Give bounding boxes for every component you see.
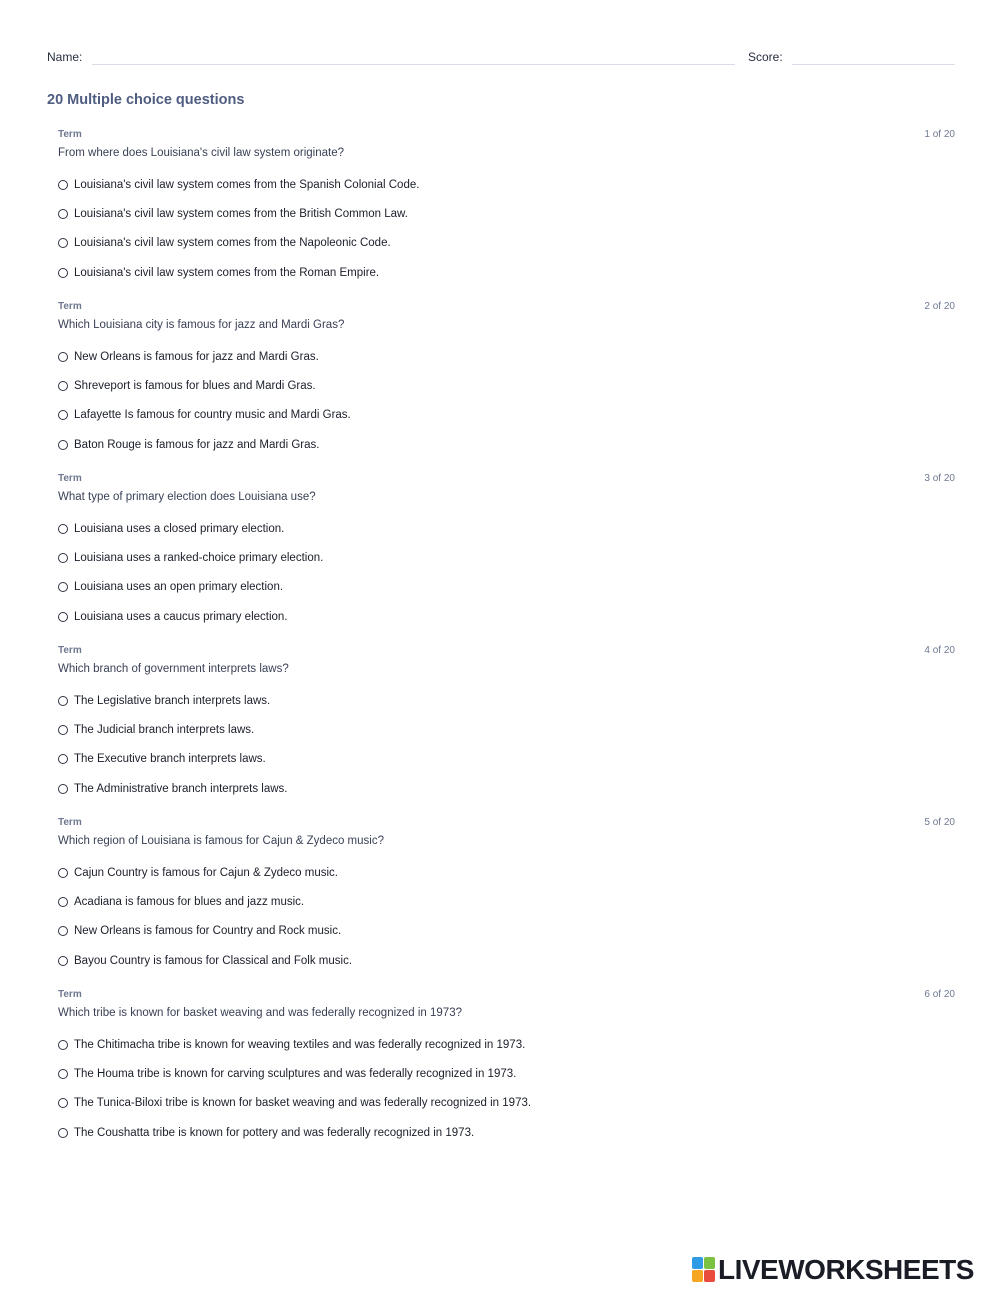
- answer-option-text: Cajun Country is famous for Cajun & Zydeco music.: [74, 867, 338, 879]
- radio-button[interactable]: [58, 784, 68, 794]
- radio-button[interactable]: [58, 1040, 68, 1050]
- answer-option[interactable]: [58, 894, 304, 910]
- radio-button[interactable]: [58, 238, 68, 248]
- radio-button[interactable]: [58, 696, 68, 706]
- radio-button[interactable]: [58, 381, 68, 391]
- answer-option[interactable]: [58, 1125, 474, 1141]
- question-counter: 4 of 20: [924, 645, 955, 656]
- answer-option[interactable]: [58, 781, 287, 797]
- liveworksheets-logo-icon: [692, 1257, 716, 1283]
- answer-option[interactable]: [58, 550, 323, 566]
- question-card: [58, 129, 955, 289]
- radio-button[interactable]: [58, 440, 68, 450]
- question-card: [58, 989, 955, 1149]
- liveworksheets-logo[interactable]: [692, 1254, 974, 1286]
- answer-option-text: Louisiana uses a ranked-choice primary election.: [74, 552, 324, 564]
- student-info-row: [47, 48, 955, 66]
- answer-option-text: Louisiana's civil law system comes from the Napoleonic Code.: [74, 237, 391, 249]
- answer-option-text: Baton Rouge is famous for jazz and Mardi Gras.: [74, 439, 320, 451]
- question-counter: 5 of 20: [924, 817, 955, 828]
- answer-option-text: Louisiana uses a caucus primary election.: [74, 611, 288, 623]
- radio-button[interactable]: [58, 352, 68, 362]
- question-prompt: Which region of Louisiana is famous for Cajun & Zydeco music?: [58, 835, 384, 847]
- question-counter: 2 of 20: [924, 301, 955, 312]
- radio-button[interactable]: [58, 612, 68, 622]
- radio-button[interactable]: [58, 926, 68, 936]
- question-counter: 3 of 20: [924, 473, 955, 484]
- radio-button[interactable]: [58, 1128, 68, 1138]
- question-card: [58, 817, 955, 977]
- answer-option[interactable]: [58, 609, 288, 625]
- answer-option[interactable]: [58, 378, 316, 394]
- answer-option[interactable]: [58, 177, 419, 193]
- answer-option[interactable]: [58, 437, 319, 453]
- answer-option-text: Bayou Country is famous for Classical and Folk music.: [74, 955, 353, 967]
- answer-option[interactable]: [58, 865, 338, 881]
- answer-option[interactable]: [58, 521, 284, 537]
- question-counter: 6 of 20: [924, 989, 955, 1000]
- answer-option-text: The Tunica-Biloxi tribe is known for basket weaving and was federally recognized in 1973.: [74, 1097, 532, 1109]
- answer-option[interactable]: [58, 349, 319, 365]
- radio-button[interactable]: [58, 553, 68, 563]
- question-prompt: Which branch of government interprets laws?: [58, 663, 289, 675]
- question-prompt: Which Louisiana city is famous for jazz and Mardi Gras?: [58, 319, 345, 331]
- answer-option[interactable]: [58, 407, 351, 423]
- answer-option-text: Louisiana's civil law system comes from the British Common Law.: [74, 208, 408, 220]
- radio-button[interactable]: [58, 209, 68, 219]
- radio-button[interactable]: [58, 582, 68, 592]
- answer-option[interactable]: [58, 265, 379, 281]
- radio-button[interactable]: [58, 956, 68, 966]
- term-label: Term: [58, 989, 82, 1000]
- name-label: Name:: [47, 50, 83, 64]
- term-label: Term: [58, 817, 82, 828]
- radio-button[interactable]: [58, 868, 68, 878]
- radio-button[interactable]: [58, 725, 68, 735]
- term-label: Term: [58, 129, 82, 140]
- term-label: Term: [58, 645, 82, 656]
- question-prompt: Which tribe is known for basket weaving and was federally recognized in 1973?: [58, 1007, 462, 1019]
- radio-button[interactable]: [58, 180, 68, 190]
- radio-button[interactable]: [58, 410, 68, 420]
- answer-option[interactable]: [58, 751, 266, 767]
- liveworksheets-logo-text: LIVEWORKSHEETS: [718, 1254, 974, 1285]
- radio-button[interactable]: [58, 897, 68, 907]
- answer-option[interactable]: [58, 1066, 516, 1082]
- question-prompt: What type of primary election does Louisiana use?: [58, 491, 316, 503]
- score-label: Score:: [748, 50, 783, 64]
- answer-option[interactable]: [58, 206, 408, 222]
- answer-option[interactable]: [58, 1095, 531, 1111]
- question-card: [58, 473, 955, 633]
- section-title: 20 Multiple choice questions: [47, 92, 245, 108]
- answer-option-text: The Executive branch interprets laws.: [74, 753, 266, 765]
- name-field[interactable]: [92, 64, 735, 65]
- term-label: Term: [58, 301, 82, 312]
- answer-option[interactable]: [58, 693, 270, 709]
- answer-option-text: New Orleans is famous for Country and Rock music.: [74, 925, 342, 937]
- radio-button[interactable]: [58, 1069, 68, 1079]
- answer-option-text: The Judicial branch interprets laws.: [74, 724, 255, 736]
- answer-option-text: The Administrative branch interprets laws.: [74, 783, 288, 795]
- answer-option[interactable]: [58, 579, 283, 595]
- term-label: Term: [58, 473, 82, 484]
- answer-option[interactable]: [58, 235, 391, 251]
- answer-option-text: Louisiana's civil law system comes from the Roman Empire.: [74, 267, 380, 279]
- radio-button[interactable]: [58, 268, 68, 278]
- answer-option-text: Louisiana uses an open primary election.: [74, 581, 284, 593]
- radio-button[interactable]: [58, 754, 68, 764]
- answer-option[interactable]: [58, 1037, 525, 1053]
- answer-option[interactable]: [58, 923, 341, 939]
- answer-option-text: Acadiana is famous for blues and jazz music.: [74, 896, 305, 908]
- score-field[interactable]: [792, 64, 955, 65]
- answer-option-text: Lafayette Is famous for country music and Mardi Gras.: [74, 409, 351, 421]
- answer-option-text: Louisiana uses a closed primary election.: [74, 523, 285, 535]
- answer-option-text: The Legislative branch interprets laws.: [74, 695, 271, 707]
- answer-option-text: The Houma tribe is known for carving sculptures and was federally recognized in 1973.: [74, 1068, 517, 1080]
- answer-option-text: The Chitimacha tribe is known for weaving textiles and was federally recognized in 1973.: [74, 1039, 526, 1051]
- answer-option[interactable]: [58, 953, 352, 969]
- question-counter: 1 of 20: [924, 129, 955, 140]
- answer-option[interactable]: [58, 722, 254, 738]
- answer-option-text: The Coushatta tribe is known for pottery and was federally recognized in 1973.: [74, 1127, 475, 1139]
- question-prompt: From where does Louisiana's civil law system originate?: [58, 147, 344, 159]
- question-card: [58, 301, 955, 461]
- answer-option-text: New Orleans is famous for jazz and Mardi Gras.: [74, 351, 319, 363]
- radio-button[interactable]: [58, 524, 68, 534]
- radio-button[interactable]: [58, 1098, 68, 1108]
- answer-option-text: Louisiana's civil law system comes from the Spanish Colonial Code.: [74, 179, 420, 191]
- question-card: [58, 645, 955, 805]
- answer-option-text: Shreveport is famous for blues and Mardi Gras.: [74, 380, 316, 392]
